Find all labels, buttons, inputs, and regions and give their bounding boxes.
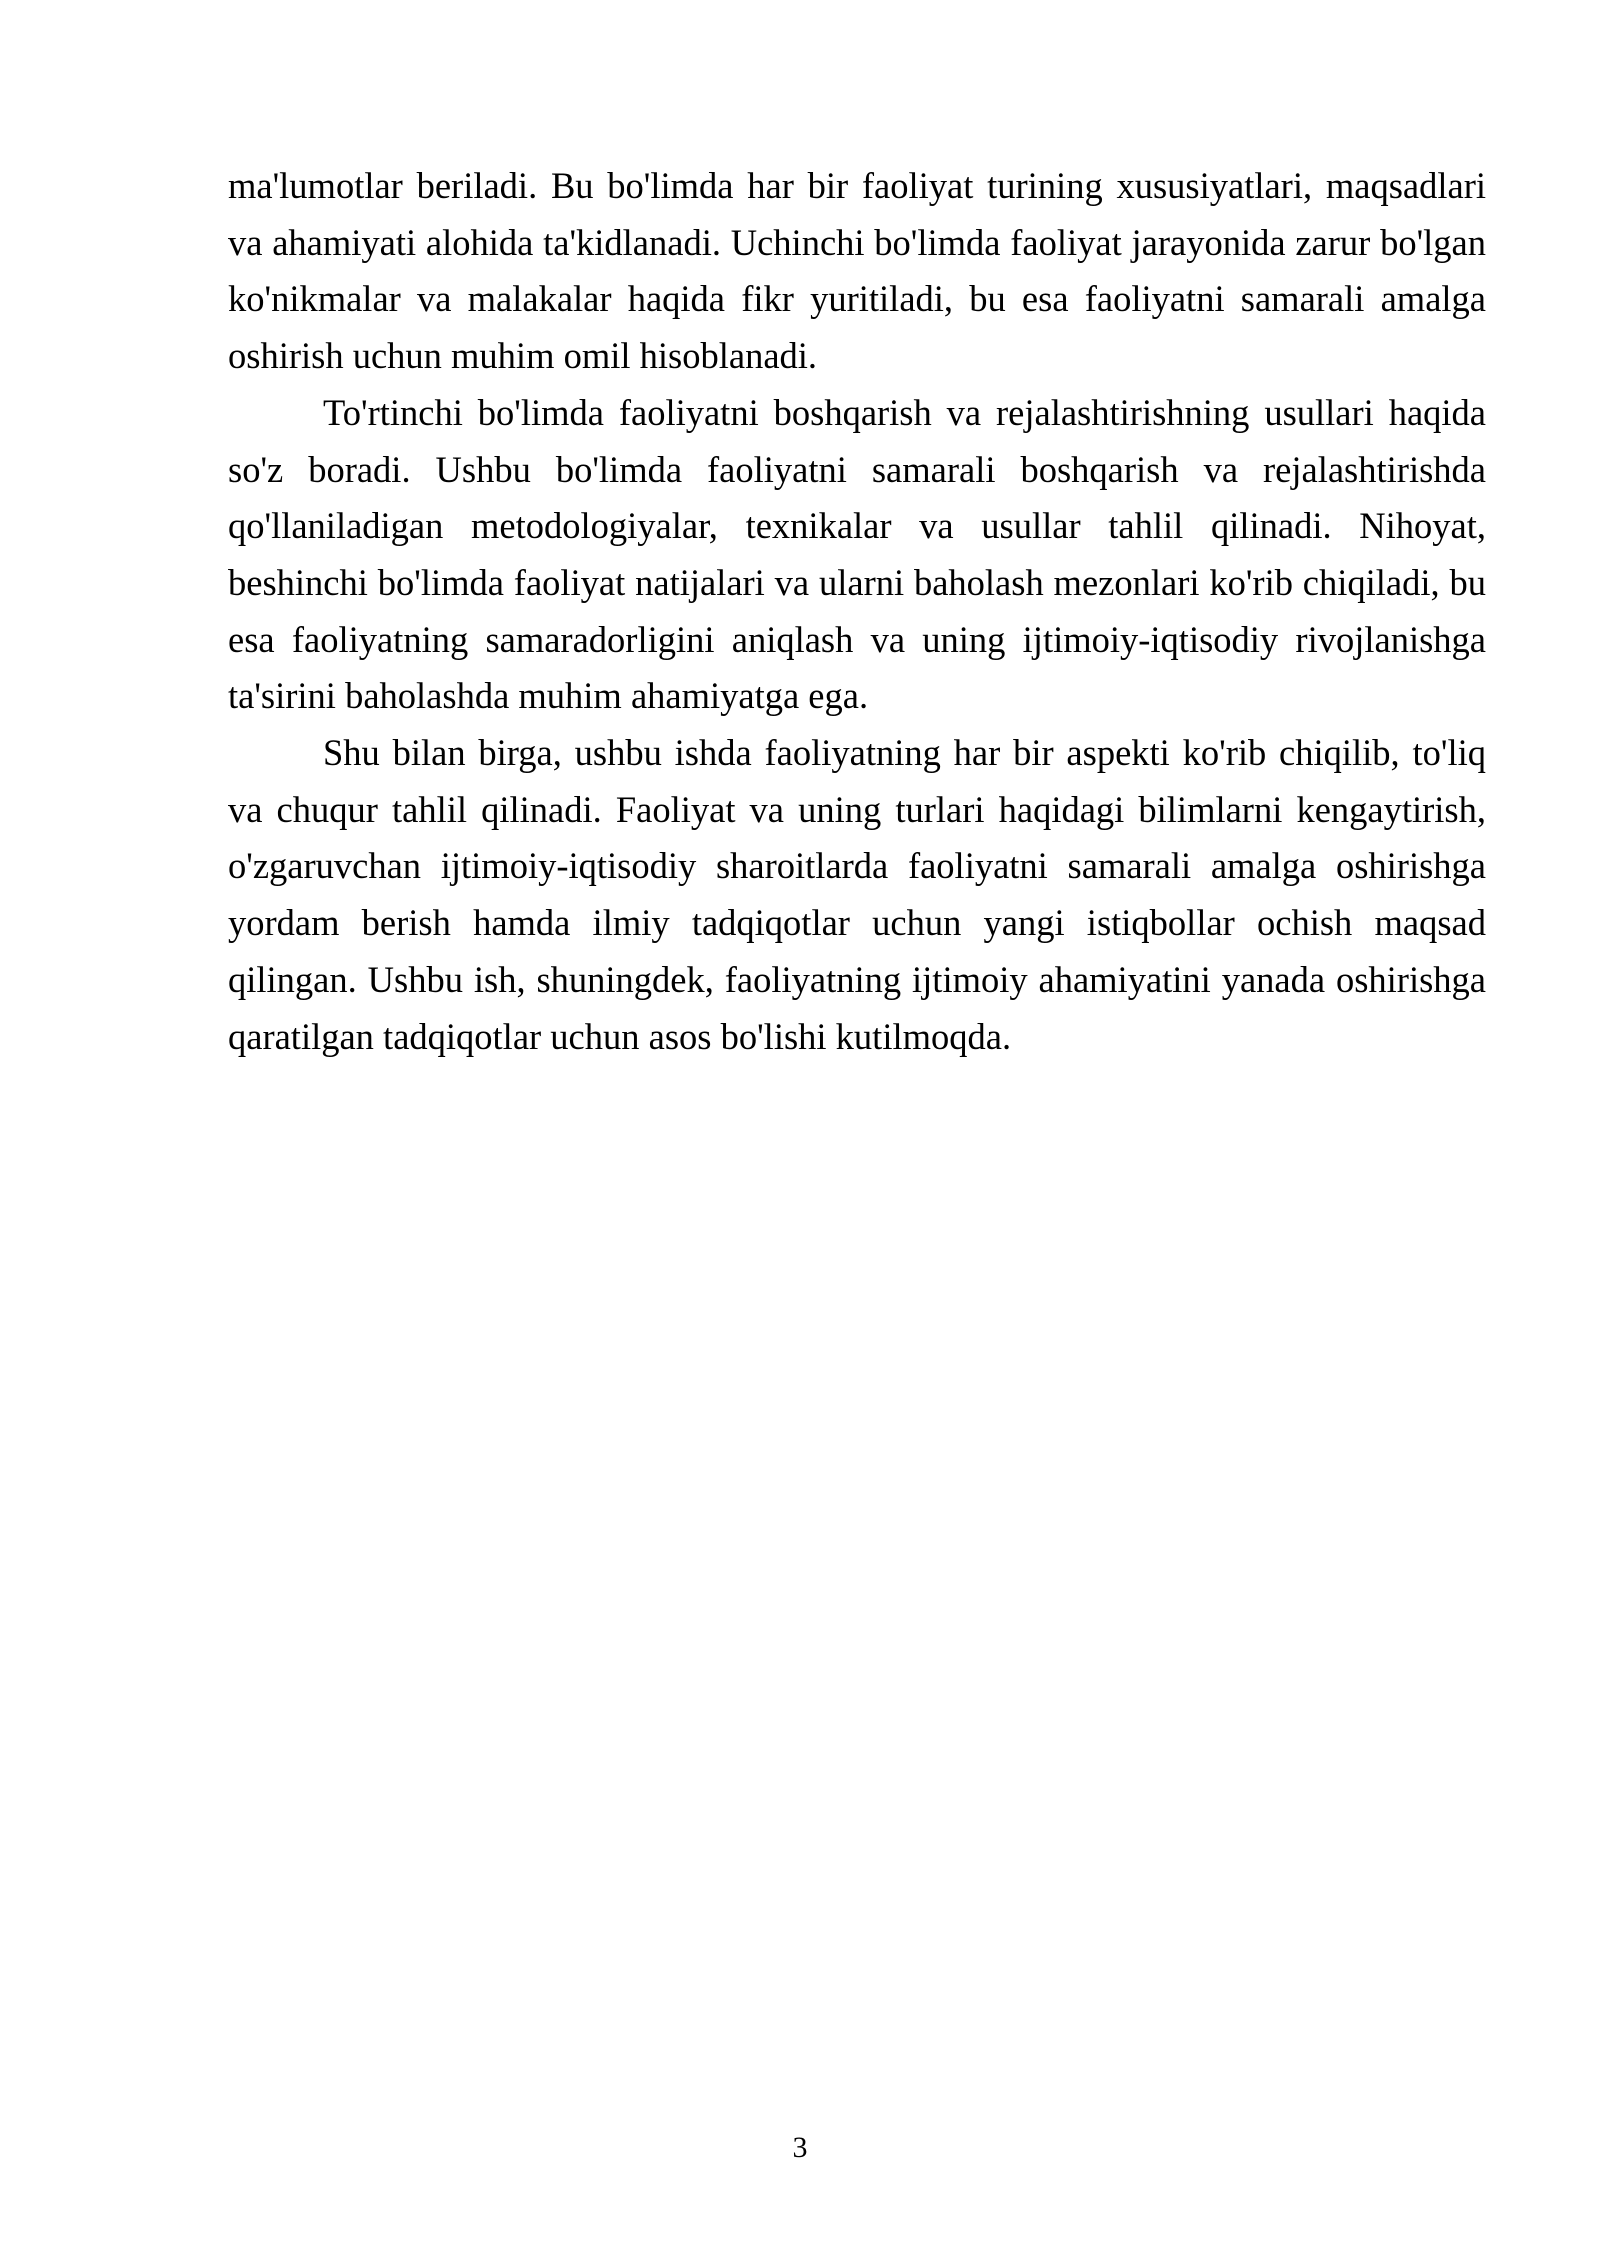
- paragraph-2: To'rtinchi bo'limda faoliyatni boshqarish va rejalashtirishning usullari haqida so'z boradi. Ushbu bo'limda faoliyatni samarali boshqarish va rejalashtirishda qo'llaniladigan metodologiyalar, texnikalar va usullar tahlil qilinadi. Nihoyat, beshinchi bo'limda faoliyat natijalari va ularni baholash mezonlari ko'rib chiqiladi, bu esa faoliyatning samaradorligini aniqlash va uning ijtimoiy-iqtisodiy rivojlanishga ta'sirini baholashda muhim ahamiyatga ega.: [228, 391, 1486, 717]
- page-number: 3: [792, 2131, 808, 2164]
- body-text: [228, 158, 1486, 1065]
- paragraph-3: Shu bilan birga, ushbu ishda faoliyatning har bir aspekti ko'rib chiqilib, to'liq va chuqur tahlil qilinadi. Faoliyat va uning turlari haqidagi bilimlarni kengaytirish, o'zgaruvchan ijtimoiy-iqtisodiy sharoitlarda faoliyatni samarali amalga oshirishga yordam berish hamda ilmiy tadqiqotlar uchun yangi istiqbollar ochish maqsad qilingan. Ushbu ish, shuningdek, faoliyatning ijtimoiy ahamiyatini yanada oshirishga qaratilgan tadqiqotlar uchun asos bo'lishi kutilmoqda.: [228, 732, 1486, 1057]
- paragraph-1: ma'lumotlar beriladi. Bu bo'limda har bir faoliyat turining xususiyatlari, maqsadlari va ahamiyati alohida ta'kidlanadi. Uchinchi bo'limda faoliyat jarayonida zarur bo'lgan ko'nikmalar va malakalar haqida fikr yuritiladi, bu esa faoliyatni samarali amalga oshirish uchun muhim omil hisoblanadi.: [228, 165, 1486, 377]
